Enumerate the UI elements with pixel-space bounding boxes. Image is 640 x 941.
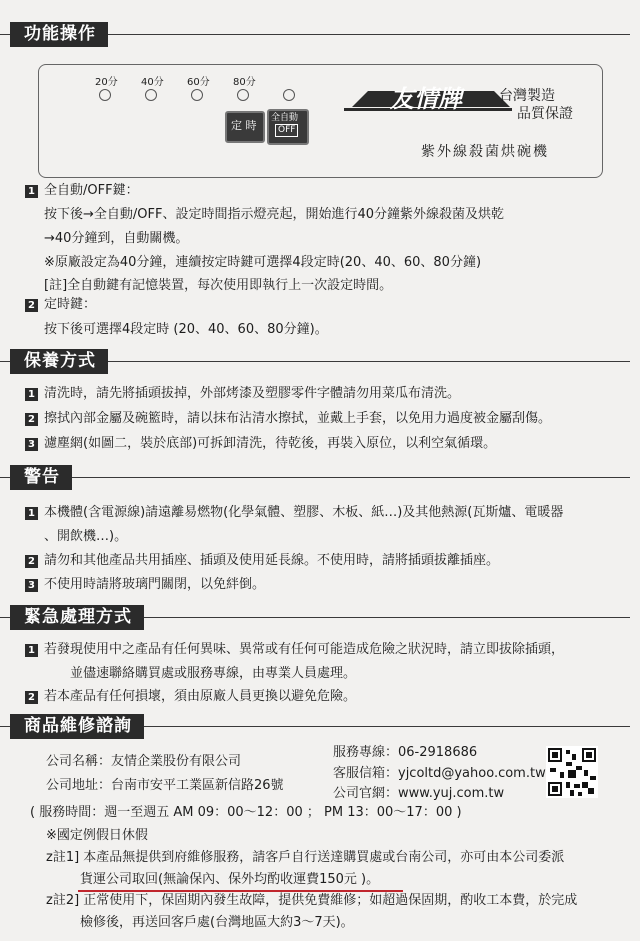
- timer-button-label: 定 時: [231, 119, 257, 132]
- op-line: 按下後→全自動/OFF、設定時間指示燈亮起，開始進行40分鐘紫外線殺菌及烘乾: [44, 207, 505, 222]
- section-title-operation: 功能操作: [10, 22, 108, 47]
- warning-item: 不使用時請將玻璃門關閉，以免絆倒。: [44, 577, 266, 592]
- timer-label-20: 20分: [95, 77, 118, 88]
- brand-logo-text: 友情牌: [390, 84, 462, 113]
- care-item: 清洗時，請先將插頭拔掉，外部烤漆及塑膠零件字體請勿用菜瓜布清洗。: [44, 386, 461, 401]
- indicator-light-80: [237, 89, 249, 101]
- section-title-emergency: 緊急處理方式: [10, 605, 144, 630]
- item-number: 3: [25, 579, 38, 592]
- repair-note-2-cont: 檢修後，再送回客戶處(台灣地區大約3～7天)。: [80, 915, 354, 930]
- indicator-light-60: [191, 89, 203, 101]
- brand-logo: [344, 81, 514, 119]
- care-item: 擦拭內部金屬及碗籃時，請以抹布沾清水擦拭，並戴上手套，以免用力過度被金屬刮傷。: [44, 411, 552, 426]
- control-panel-illustration: [38, 64, 603, 178]
- made-in-taiwan: 台灣製造: [499, 88, 555, 104]
- warning-item-cont: 、開飲機…)。: [44, 529, 128, 544]
- timer-label-60: 60分: [187, 77, 210, 88]
- item-number: 3: [25, 438, 38, 451]
- item-number: 2: [25, 691, 38, 704]
- op-heading-auto: 全自動/OFF鍵：: [44, 183, 139, 198]
- company-website: 公司官網：www.yuj.com.tw: [333, 786, 505, 801]
- op-note: [註]全自動鍵有記憶裝置，每次使用即執行上一次設定時間。: [44, 278, 393, 293]
- indicator-light-20: [99, 89, 111, 101]
- warning-item: 請勿和其他產品共用插座、插頭及使用延長線。不使用時，請將插頭拔離插座。: [44, 553, 500, 568]
- product-name: 紫外線殺菌烘碗機: [421, 144, 549, 160]
- holiday-note: ※國定例假日休假: [46, 828, 148, 843]
- section-title-repair: 商品維修諮詢: [10, 714, 144, 739]
- item-number: 1: [25, 388, 38, 401]
- auto-button-label-top: 全自動: [271, 113, 299, 123]
- service-hours: ( 服務時間：週一至週五 AM 09：00～12：00 ； PM 13：00～17：00 ): [30, 805, 462, 820]
- service-hotline: 服務專線：06-2918686: [333, 745, 478, 760]
- item-number: 2: [25, 299, 38, 312]
- item-number: 1: [25, 644, 38, 657]
- op-heading-timer: 定時鍵：: [44, 297, 97, 312]
- section-title-care: 保養方式: [10, 349, 108, 374]
- op-line: ※原廠設定為40分鐘，連續按定時鍵可選擇4段定時(20、40、60、80分鐘): [44, 255, 482, 270]
- company-address: 公司地址：台南市安平工業區新信路26號: [46, 778, 284, 793]
- emergency-item: 若本產品有任何損壞，須由原廠人員更換以避免危險。: [44, 689, 357, 704]
- indicator-light-40: [145, 89, 157, 101]
- timer-label-80: 80分: [233, 77, 256, 88]
- section-rule: [0, 477, 630, 478]
- company-name: 公司名稱：友情企業股份有限公司: [46, 754, 242, 769]
- emergency-item: 若發現使用中之產品有任何異味、異常或有任何可能造成危險之狀況時，請立即拔除插頭，: [44, 642, 565, 657]
- service-email: 客服信箱：yjcoltd@yahoo.com.tw: [333, 766, 546, 781]
- op-line: →40分鐘到，自動關機。: [44, 231, 189, 246]
- repair-note-1: z註1] 本產品無提供到府維修服務，請客戶自行送達購買處或台南公司，亦可由本公司委派: [46, 850, 565, 865]
- auto-button-label-bottom: OFF: [275, 124, 298, 137]
- repair-note-1-cont: 貨運公司取回(無論保內、保外均酌收運費150元 )。: [80, 872, 380, 887]
- item-number: 2: [25, 555, 38, 568]
- section-title-warning: 警告: [10, 465, 72, 490]
- item-number: 1: [25, 507, 38, 520]
- emergency-item-cont: 並儘速聯絡購買處或服務專線，由專業人員處理。: [70, 666, 357, 681]
- warning-item: 本機體(含電源線)請遠離易燃物(化學氣體、塑膠、木板、紙…)及其他熱源(瓦斯爐、電暖器: [44, 505, 564, 520]
- quality-guarantee: 品質保證: [517, 106, 573, 122]
- timer-label-40: 40分: [141, 77, 164, 88]
- item-number: 2: [25, 413, 38, 426]
- item-number: 1: [25, 185, 38, 198]
- op-line: 按下後可選擇4段定時 (20、40、60、80分鐘)。: [44, 322, 328, 337]
- qr-code: [546, 746, 598, 798]
- indicator-light-auto: [283, 89, 295, 101]
- care-item: 濾塵網(如圖二，裝於底部)可拆卸清洗，待乾後，再裝入原位，以利空氣循環。: [44, 436, 497, 451]
- repair-note-2: z註2] 正常使用下，保固期內發生故障，提供免費維修；如超過保固期，酌收工本費，於完成: [46, 893, 578, 908]
